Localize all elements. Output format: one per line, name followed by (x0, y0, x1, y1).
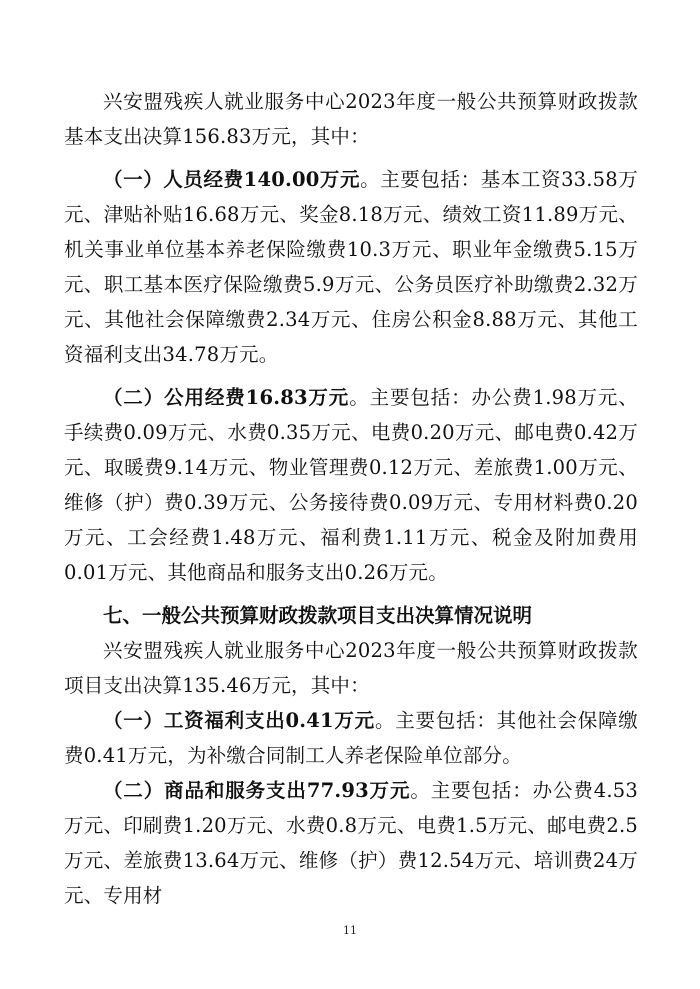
intro-text: 兴安盟残疾人就业服务中心2023年度一般公共预算财政拨款基本支出决算156.83万元，其中： (64, 90, 638, 148)
personnel-expense-title: （一）人员经费140.00万元 (103, 168, 361, 191)
section-7-intro-text: 兴安盟残疾人就业服务中心2023年度一般公共预算财政拨款项目支出决算135.46万元，其中： (64, 639, 638, 697)
wage-welfare-paragraph (64, 703, 638, 773)
public-expense-title: （二）公用经费16.83万元 (103, 386, 350, 409)
page-number: 11 (343, 924, 357, 937)
section-7-heading: 七、一般公共预算财政拨款项目支出决算情况说明 (103, 604, 533, 627)
personnel-expense-paragraph (64, 162, 638, 372)
document-body (64, 84, 638, 913)
section-7-intro (64, 633, 638, 703)
goods-services-paragraph (64, 773, 638, 913)
public-expense-paragraph (64, 380, 638, 590)
wage-welfare-title: （一）工资福利支出0.41万元 (103, 709, 375, 732)
goods-services-text: 。主要包括：办公费4.53万元、印刷费1.20万元、水费0.8万元、电费1.5万元、邮电费2.5万元、差旅费13.64万元、维修（护）费12.54万元、培训费24万元、专用材 (64, 779, 638, 907)
personnel-expense-text: 。主要包括：基本工资33.58万元、津贴补贴16.68万元、奖金8.18万元、绩效工资11.89万元、机关事业单位基本养老保险缴费10.3万元、职业年金缴费5.15万元、职工基本医疗保险缴费5.9万元、公务员医疗补助缴费2.32万元、其他社会保障缴费2.34万元、住房公积金8.88万元、其他工资福利支出34.78万元。 (64, 168, 638, 366)
intro-paragraph (64, 84, 638, 154)
wage-welfare-text: 。主要包括：其他社会保障缴费0.41万元，为补缴合同制工人养老保险单位部分。 (64, 709, 638, 767)
goods-services-title: （二）商品和服务支出77.93万元 (103, 779, 411, 802)
public-expense-text: 。主要包括：办公费1.98万元、手续费0.09万元、水费0.35万元、电费0.20万元、邮电费0.42万元、取暖费9.14万元、物业管理费0.12万元、差旅费1.00万元、维修（护）费0.39万元、公务接待费0.09万元、专用材料费0.20万元、工会经费1.48万元、福利费1.11万元、税金及附加费用0.01万元、其他商品和服务支出0.26万元。 (64, 386, 638, 584)
